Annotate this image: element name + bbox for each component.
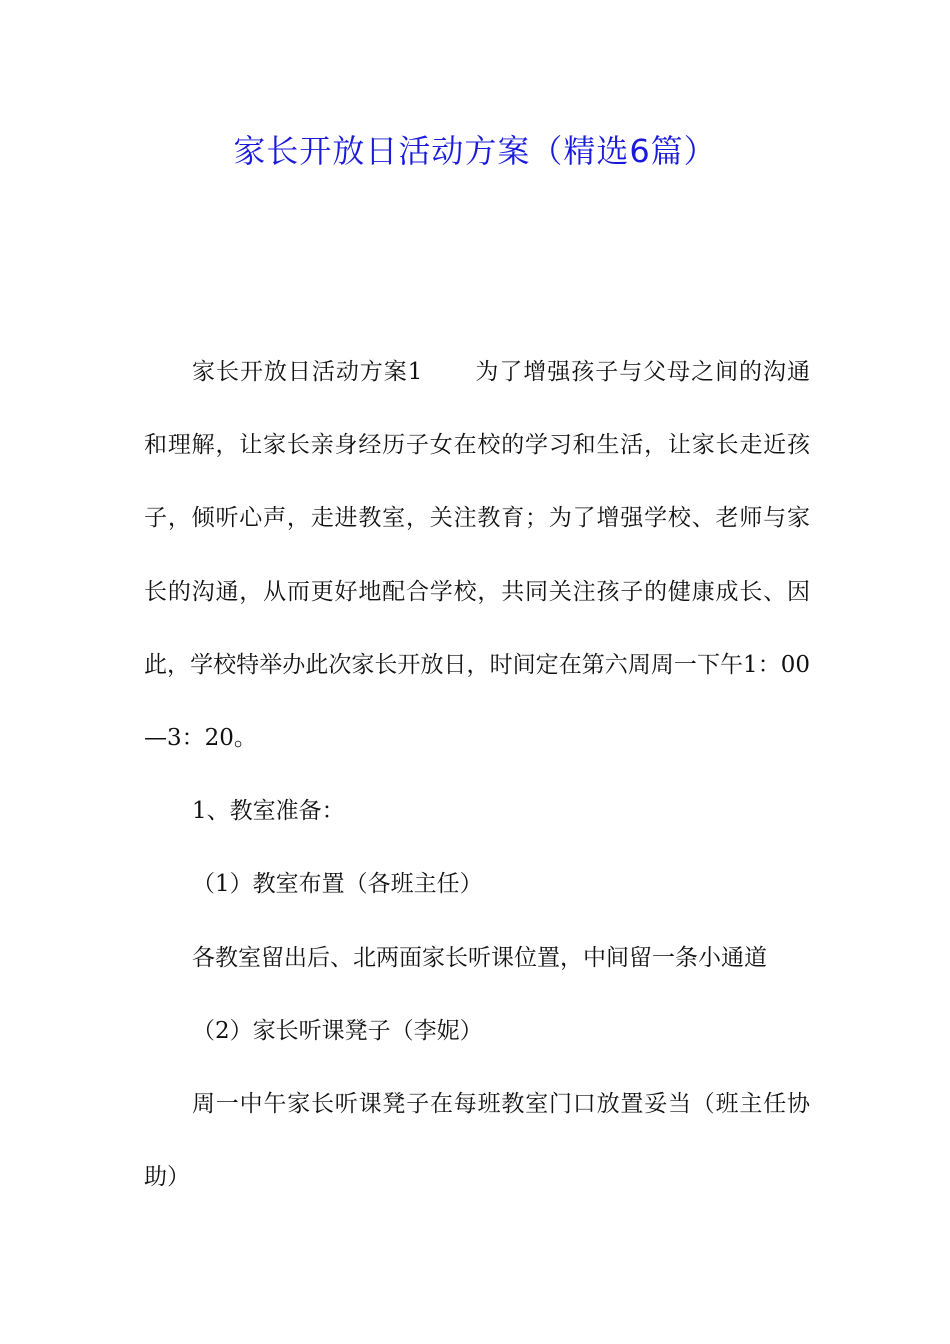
document-title: 家长开放日活动方案（精选6篇） [233,132,717,170]
intro-heading: 家长开放日活动方案1 [192,359,423,385]
document-body [144,336,810,1214]
subsection-parent-stools: （2）家长听课凳子（李妮） [192,1017,483,1044]
intro-paragraph [144,336,810,775]
section-heading-classroom-prep: 1、教室准备： [192,798,345,825]
paragraph-classroom-layout: 各教室留出后、北两面家长听课位置，中间留一条小通道 [192,944,767,971]
intro-text: 为了增强孩子与父母之间的沟通和理解，让家长亲身经历子女在校的学习和生活，让家长走近孩子，倾听心声，走进教室，关注教育；为了增强学校、老师与家长的沟通，从而更好地配合学校，共同关注孩子的健康成长、因此，学校特举办此次家长开放日，时间定在第六周周一下午1：00—3：20。 [144,359,811,752]
subsection-classroom-layout: （1）教室布置（各班主任） [192,871,483,898]
paragraph-parent-stools: 周一中午家长听课凳子在每班教室门口放置妥当（班主任协助） [144,1091,810,1191]
